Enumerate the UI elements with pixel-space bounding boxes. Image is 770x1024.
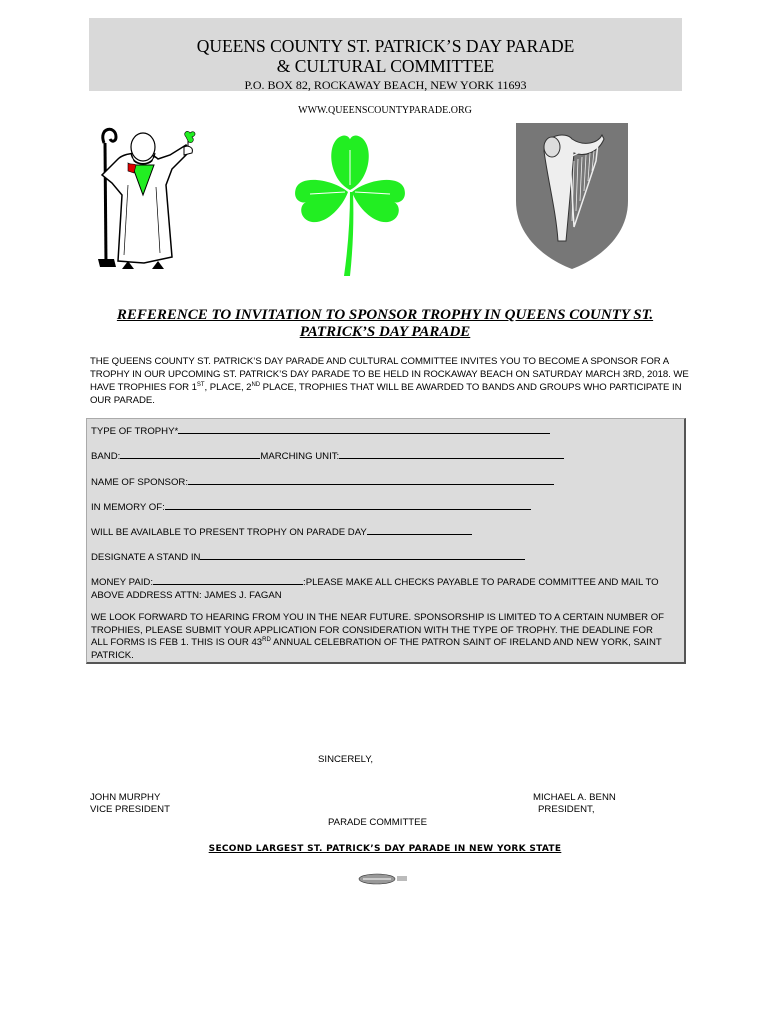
stand-row: [91, 550, 671, 565]
sponsor-name-label: NAME OF SPONSOR:: [91, 477, 189, 488]
website-text: WWW.QUEENSCOUNTYPARADE.ORG: [298, 105, 472, 116]
sponsor-name-field[interactable]: [188, 475, 554, 485]
money-row: [91, 575, 671, 602]
marching-unit-field[interactable]: [339, 449, 564, 459]
org-address: P.O. BOX 82, ROCKAWAY BEACH, NEW YORK 11693: [244, 78, 527, 92]
present-trophy-label: WILL BE AVAILABLE TO PRESENT TROPHY ON PARADE DAY: [91, 527, 367, 538]
intro-paragraph: THE QUEENS COUNTY ST. PATRICK’S DAY PARADE AND CULTURAL COMMITTEE INVITES YOU TO BECOME A SPONSOR FOR A TROPHY IN OUR UPCOMING ST. PATRICK’S DAY PARADE TO BE HELD IN ROCKAWAY BEACH ON SATURDAY MARCH 3RD, 2018. WE HAVE TROPHIES FOR 1ST, PLACE, 2ND PLACE, TROPHIES THAT WILL BE AWARDED TO BANDS AND GROUPS WHO PARTICIPATE IN OUR PARADE.: [90, 356, 689, 406]
sincerely-text: SINCERELY,: [318, 754, 374, 765]
closing-paragraph: WE LOOK FORWARD TO HEARING FROM YOU IN THE NEAR FUTURE. SPONSORSHIP IS LIMITED TO A CERTAIN NUMBER OF TROPHIES, PLEASE SUBMIT YOUR APPLICATION FOR CONSIDERATION WITH THE TYPE OF TROPHY. THE DEADLINE FOR ALL FORMS IS FEB 1. THIS IS OUR 43RD ANNUAL CELEBRATION OF THE PATRON SAINT OF IRELAND AND NEW YORK, SAINT PATRICK.: [91, 612, 665, 661]
band-row: [91, 449, 671, 464]
trophy-type-row: [91, 424, 671, 439]
letterhead: [89, 18, 682, 91]
vp-title: VICE PRESIDENT: [90, 804, 170, 815]
sponsor-form: [86, 418, 686, 664]
org-name-line1: QUEENS COUNTY ST. PATRICK’S DAY PARADE: [196, 36, 575, 56]
band-label: BAND:: [91, 451, 121, 462]
money-paid-label: MONEY PAID:: [91, 577, 154, 588]
president-title: PRESIDENT,: [538, 804, 595, 815]
reference-title: REFERENCE TO INVITATION TO SPONSOR TROPHY IN QUEENS COUNTY ST. PATRICK’S DAY PARADE: [116, 307, 654, 340]
decorative-stamp-icon: [357, 873, 409, 885]
org-name-line2: & CULTURAL COMMITTEE: [276, 56, 495, 76]
money-paid-field[interactable]: [153, 575, 303, 585]
vp-name: JOHN MURPHY: [90, 792, 161, 803]
committee-text: PARADE COMMITTEE: [328, 817, 427, 828]
memory-row: [91, 500, 671, 515]
stand-label: DESIGNATE A STAND IN: [91, 552, 201, 563]
shamrock-icon: [290, 130, 410, 278]
harp-shield-icon: [514, 121, 630, 271]
in-memory-field[interactable]: [165, 500, 531, 510]
stand-field[interactable]: [200, 550, 525, 560]
present-trophy-field[interactable]: [367, 525, 472, 535]
payment-instructions: :PLEASE MAKE ALL CHECKS PAYABLE TO PARADE COMMITTEE AND MAIL TO ABOVE ADDRESS ATTN: JAMES J. FAGAN: [91, 577, 659, 601]
tagline: SECOND LARGEST ST. PATRICK’S DAY PARADE IN NEW YORK STATE: [208, 844, 562, 854]
in-memory-label: IN MEMORY OF:: [91, 502, 165, 513]
band-field[interactable]: [120, 449, 260, 459]
trophy-type-field[interactable]: [178, 424, 550, 434]
saint-patrick-illustration: [88, 125, 198, 270]
trophy-type-label: TYPE OF TROPHY*: [91, 426, 179, 437]
sponsor-row: [91, 475, 671, 490]
present-row: [91, 525, 671, 540]
president-name: MICHAEL A. BENN: [533, 792, 616, 803]
marching-unit-label: MARCHING UNIT:: [260, 451, 340, 462]
